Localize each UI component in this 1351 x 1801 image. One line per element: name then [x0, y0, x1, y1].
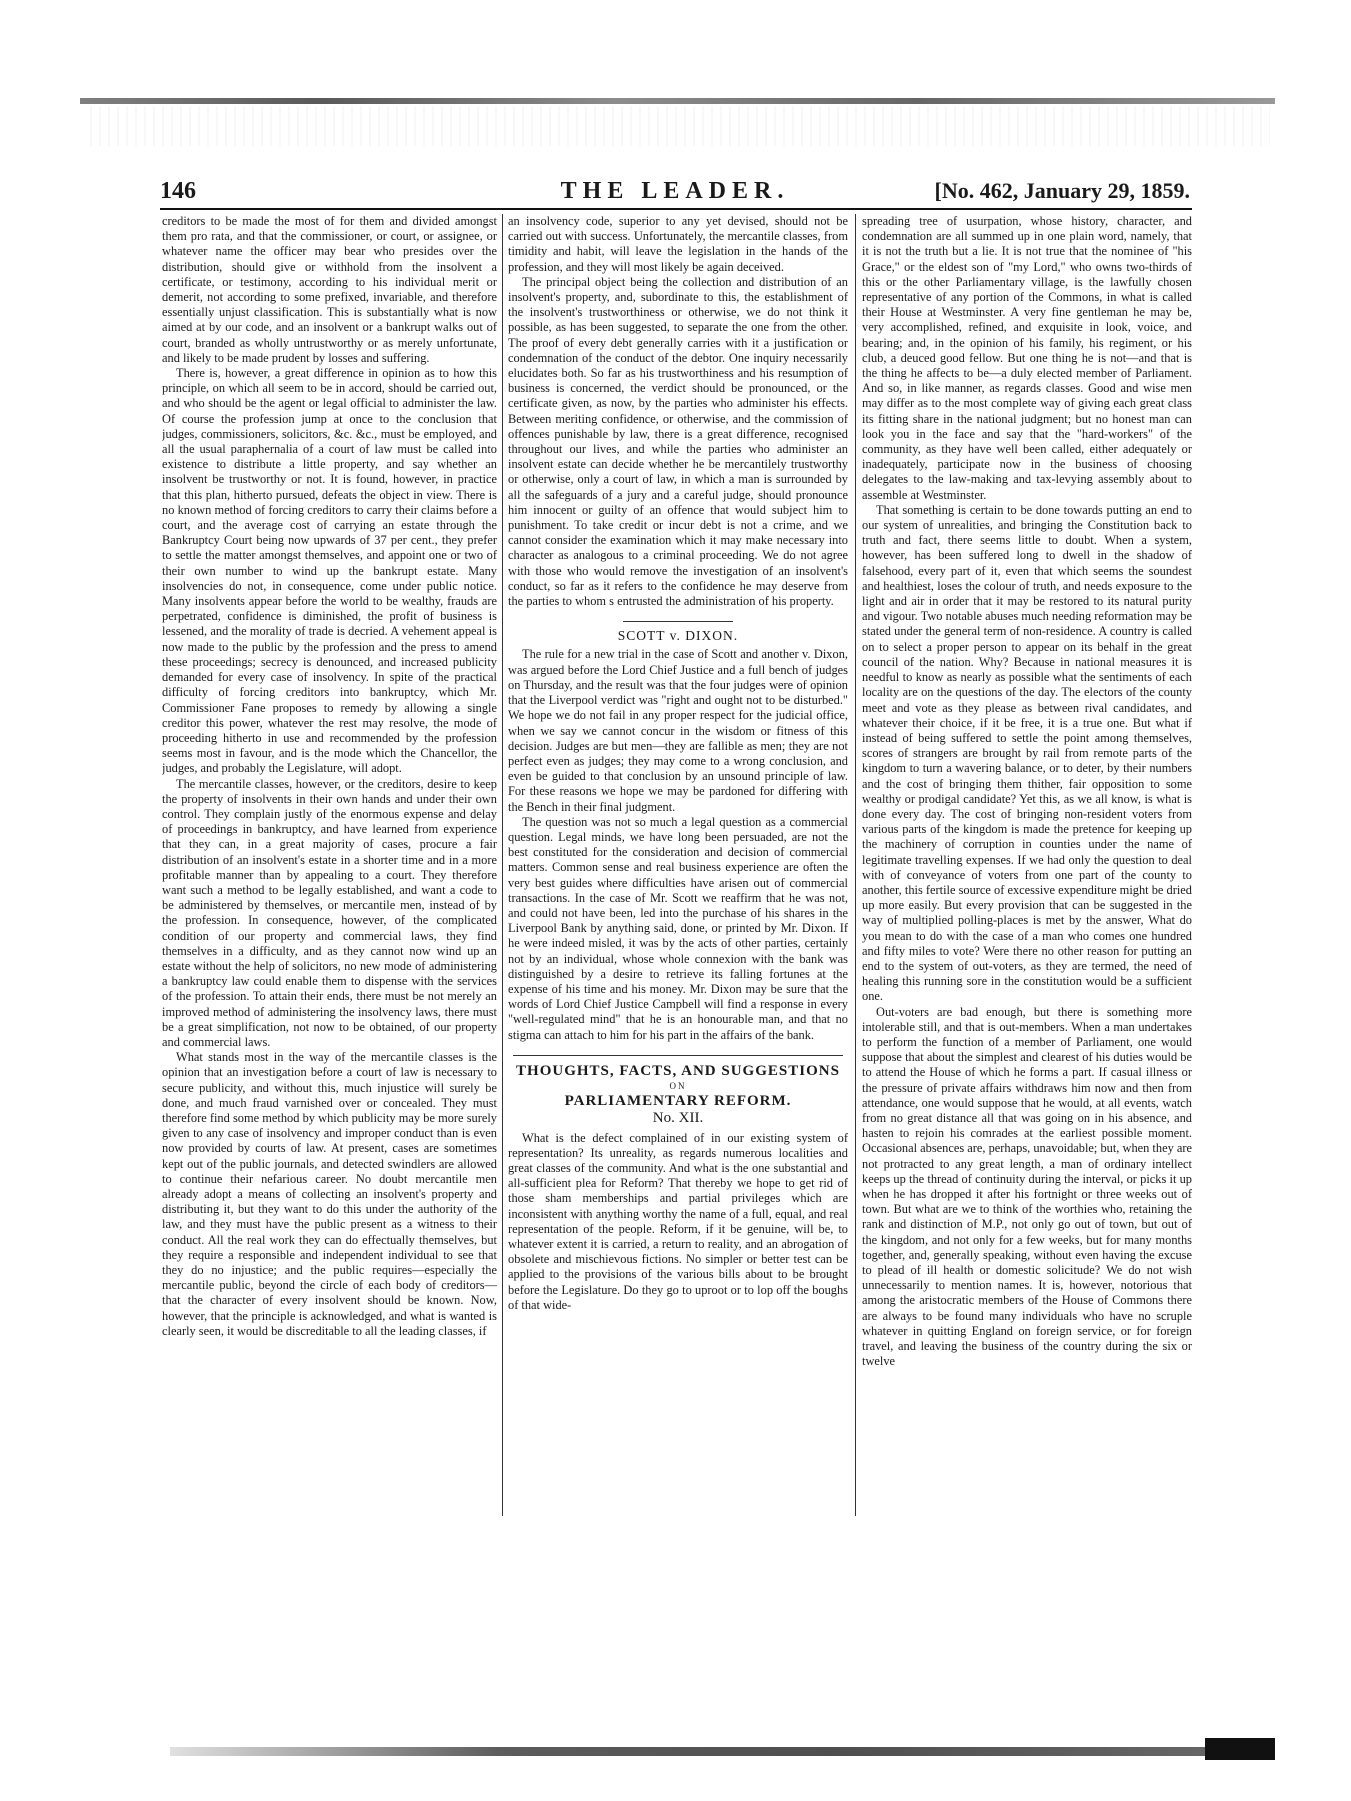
column-2 — [508, 214, 848, 1514]
scan-top-edge — [80, 98, 1275, 104]
column-1 — [162, 214, 497, 1514]
paragraph: spreading tree of usurpation, whose history, character, and condemnation are all summed up in one plain word, namely, that it is not the truth but a lie. It is not true that the nominee of "his Grace," or the eldest son of "my Lord," who owns two-thirds of this or the other Parliamentary village, is the lawfully chosen representative of any portion of the Commons, in what is called their House at Westminster. A very fine gentleman he may be, very accomplished, refined, and exquisite in look, voice, and bearing; and, in the opinion of his family, his regiment, or his club, a deuced good fellow. But one thing he is not—and that is the thing he affects to be—a duly elected member of Parliament. And so, in like manner, as regards classes. Good and wise men may differ as to the most complete way of giving each great class its fitting share in the national judgment; but no honest man can look you in the face and say that the "hard-workers" of the community, as they have well been called, either adequately or inadequately, participate now in the business of choosing delegates to the law-making and tax-levying assembly about to assemble at Westminster. — [862, 214, 1192, 502]
paragraph: an insolvency code, superior to any yet devised, should not be carried out with success. Unfortunately, the mercantile classes, from timidity and habit, will leave the legislation in the hands of the profession, and they will most likely be again deceived. — [508, 214, 848, 274]
paragraph: Out-voters are bad enough, but there is something more intolerable still, and that is out-members. When a man undertakes to perform the function of a member of Parliament, one would suppose that about the simplest and clearest of his duties would be to attend the House of which he forms a part. If casual illness or the pressure of private affairs withdraws him now and then from attendance, one would suppose that he would, at all events, watch from no great distance all that was going on in his absence, and hasten to rejoin his comrades at the earliest possible moment. Occasional absences are, perhaps, unavoidable; but, when they are not protracted to any great length, a man of ordinary intellect keeps up the thread of continuity during the interval, or picks it up when he has dropped it after his fortnight or three weeks out of town. But what are we to think of the worthies who, retaining the rank and distinction of M.P., not only go out of town, but out of the kingdom, and not only for a few weeks, but for many months together, and, generally speaking, without even having the excuse to plead of ill health or domestic solicitude? We do not wish unnecessarily to mention names. It is, however, notorious that among the aristocratic members of the House of Commons there are always to be found many individuals who have no scruple whatever in quitting England on foreign service, or for foreign travel, and leaving the business of the country during the six or twelve — [862, 1004, 1192, 1369]
paragraph: What is the defect complained of in our existing system of representation? Its unreality, as regards numerous localities and great classes of the community. And what is the one substantial and all-sufficient plea for Reform? That thereby we hope to get rid of those sham memberships and partial privileges which are inconsistent with anything worthy the name of a full, equal, and real representation of the people. Reform, if it be genuine, will be, to whatever extent it is carried, a return to reality, and an abrogation of obsolete and mischievous fictions. No simpler or better test can be applied to the provisions of the various bills about to be brought before the Legislature. Do they go to uproot or to lop off the boughs of that wide- — [508, 1130, 848, 1312]
issue-info: [No. 462, January 29, 1859. — [934, 178, 1190, 203]
page-number: 146 — [160, 178, 196, 204]
scan-corner — [1205, 1738, 1275, 1760]
paragraph: That something is certain to be done towards putting an end to our system of unrealities, and bringing the Constitution back to truth and fact, there seems little to doubt. When a system, however, has been suffered long to dwell in the shadow of falsehood, every part of it, even that which seems the soundest and healthiest, loses the colour of truth, and needs exposure to the light and air in order that it may be restored to its natural purity and vigour. Two notable abuses much needing reformation may be stated under the general term of non-residence. A country is called on to select a proper person to appear on its behalf in the great council of the nation. Why? Because in national measures it is needful to know as nearly as possible what the sentiments of each locality are on the questions of the day. The electors of the county meet and vote as they please as between rival candidates, and whatever their choice, if it be free, it is a true one. But what if instead of being suffered to settle the point among themselves, scores of strangers are brought by rail from remote parts of the kingdom to turn a wavering balance, or to deter, by their numbers and the cost of bringing them thither, fair opposition to some wealthy or prodigal candidate? Yet this, as we all know, is what is done every day. The cost of bringing non-resident voters from various parts of the kingdom is made the pretence for keeping up the machinery of corruption in counties under the name of legitimate travelling expenses. If we had only the question to deal with of conveyance of voters from one part of the county to another, this fertile source of excessive expenditure might be dried up more easily. But every provision that can be suggested in the way of multiplied polling-places is met by the answer, What do you mean to do with the case of a man who comes one hundred and fifty miles to vote? Were there no other reason for putting an end to the system of out-voters, as they are termed, the need of healing this running sore in the constitution would be a sufficient one. — [862, 502, 1192, 1004]
paragraph: creditors to be made the most of for them and divided amongst them pro rata, and that the commissioner, or court, or assignee, or whatever name the officer may bear who presides over the distribution, should give or withhold from the insolvent a certificate, or testimony, according to his individual merit or demerit, not according to some prefixed, invariable, and therefore essentially unjust classification. This is substantially what is now aimed at by our code, and an insolvent or a bankrupt walks out of court, branded as wholly untrustworthy or as merely unfortunate, and likely to be made prudent by losses and suffering. — [162, 214, 497, 365]
article-number: No. XII. — [652, 1110, 704, 1127]
column-divider — [502, 214, 503, 1516]
section-rule — [623, 621, 733, 622]
article-heading-scott-v-dixon: SCOTT v. DIXON. — [617, 628, 739, 644]
article-heading-on: ON — [669, 1080, 687, 1091]
article-heading-subject: PARLIAMENTARY REFORM. — [564, 1093, 792, 1110]
paragraph: The mercantile classes, however, or the creditors, desire to keep the property of insolvents in their own hands and under their own control. They complain justly of the enormous expense and delay of proceedings in bankruptcy, and have learned from experience that they can, in a great majority of cases, procure a fair distribution of an insolvent's estate in a shorter time and in a more profitable manner than by appealing to a court. They therefore want such a method to be legally established, and want a code to be administered by themselves, or mercantile men, instead of by the profession. In consequence, however, of the complicated condition of our property and commercial laws, they find themselves in a difficulty, and as they cannot now wind up an estate without the help of solicitors, no new mode of administering a bankruptcy law could enable them to dispense with the services of the profession. To attain their ends, there must be not merely an improved method of administering the insolvency laws, there must be a great simplification, not now to be obtained, of our property and commercial laws. — [162, 776, 497, 1049]
paragraph: The question was not so much a legal question as a commercial question. Legal minds, we have long been persuaded, are not the best constituted for the consideration and decision of commercial matters. Common sense and real business experience are often the very best guides where difficulties have arisen out of commercial transactions. In the case of Mr. Scott we reaffirm that he was not, and could not have been, led into the purchase of his shares in the Liverpool Bank by anything said, done, or printed by Mr. Dixon. If he were indeed misled, it was by the acts of other parties, certainly not by an individual, whose whole connexion with the bank was distinguished by a desire to retrieve its falling fortunes at the expense of his time and his money. Mr. Dixon may be sure that the words of Lord Chief Justice Campbell will find a response in every "well-regulated mind" that he is an honourable man, and that no stigma can attach to him for his part in the affairs of the bank. — [508, 814, 848, 1042]
column-divider — [855, 214, 856, 1516]
paragraph: What stands most in the way of the mercantile classes is the opinion that an investigation before a court of law is necessary to secure publicity, and without this, much injustice will surely be done, and much fraud varnished over or concealed. They must therefore find some method by which publicity may be more surely given to any case of insolvency and improper conduct than is even now provided by courts of law. At present, cases are sometimes kept out of the public journals, and detected swindlers are allowed to continue their nefarious career. No doubt mercantile men already adopt a means of collecting an insolvent's property and distributing it, but they want to do this under the authority of the law, and they must have the public present as a witness to their conduct. All the real work they can do effectually themselves, but they require a responsible and independent individual to see that they do no injustice; and the public requires—especially the mercantile public, beyond the circle of each body of creditors—that the character of every insolvent should be known. Now, however, that the principle is acknowledged, and what is wanted is clearly seen, it would be discreditable to all the leading classes, if — [162, 1050, 497, 1338]
article-heading-thoughts: THOUGHTS, FACTS, AND SUGGESTIONS — [516, 1062, 840, 1079]
masthead-rule — [160, 208, 1192, 210]
scan-noise — [90, 106, 1270, 146]
column-3 — [862, 214, 1192, 1514]
masthead — [160, 178, 1190, 210]
section-rule — [513, 1055, 843, 1056]
paper-title: THE LEADER. — [560, 178, 790, 204]
scan-bottom-edge — [170, 1747, 1270, 1756]
paragraph: There is, however, a great difference in opinion as to how this principle, on which all seem to be in accord, should be carried out, and who should be the agent or legal official to administer the law. Of course the profession jump at once to the conclusion that judges, commissioners, solicitors, &c. &c., must be employed, and all the usual paraphernalia of a court of law must be called into existence to distribute a little property, and say whether an insolvent be trustworthy or not. It is found, however, in practice that this plan, hitherto pursued, defeats the object in view. There is no known method of forcing creditors to carry their claims before a court, and the average cost of carrying an estate through the Bankruptcy Court being now upwards of 37 per cent., they prefer to settle the matter amongst themselves, and appoint one or two of their own number to wind up the bankrupt estate. Many insolvencies do not, in consequence, come under public notice. Many insolvents appear before the world to be wealthy, frauds are perpetrated, confidence is diminished, the profit of business is lessened, and the morality of trade is decried. A vehement appeal is now made to the public by the profession and the press to amend these proceedings; secrecy is denounced, and increased publicity demanded for every case of insolvency. In spite of the practical difficulty of forcing creditors into bankruptcy, which Mr. Commissioner Fane proposes to remedy by allowing a single creditor this power, whatever the rest may resolve, the mode of proceeding hitherto in use and recommended by the profession seems most in favour, and is the mode which the Chancellor, the judges, and probably the Legislature, will adopt. — [162, 366, 497, 776]
paragraph: The principal object being the collection and distribution of an insolvent's property, and, subordinate to this, the establishment of the insolvent's trustworthiness or otherwise, we do not think it possible, as has been suggested, to separate the one from the other. The proof of every debt generally carries with it a justification or condemnation of the conduct of the debtor. One inquiry necessarily elucidates both. So far as his trustworthiness and his resumption of business is concerned, the verdict should be pronounced, or the certificate given, as now, by the parties who administer his effects. Between meriting confidence, or otherwise, and the commission of offences punishable by law, there is a great difference, recognised throughout our lives, and while the parties who administer an insolvent estate can decide whether he be mercantilely trustworthy or otherwise, only a court of law, in which a man is surrounded by all the safeguards of a jury and a careful judge, should pronounce him innocent or guilty of an offence that would subject him to punishment. To take credit or incur debt is not a crime, and we cannot consider the examination which it may make necessary into character as analogous to a criminal proceeding. We do not agree with those who would remove the investigation of an insolvent's conduct, so far as it refers to the confidence he may deserve from the parties to whom s entrusted the administration of his property. — [508, 274, 848, 609]
paragraph: The rule for a new trial in the case of Scott and another v. Dixon, was argued before the Lord Chief Justice and a full bench of judges on Thursday, and the result was that the four judges were of opinion that the Liverpool verdict was "right and ought not to be disturbed." We hope we do not fail in any proper respect for the judicial office, when we say we cannot concur in the wisdom or fitness of this decision. Judges are but men—they are fallible as men; they are not perfect even as judges; they may come to a wrong conclusion, and even be guided to that conclusion by an unsound principle of law. For these reasons we hope we may be pardoned for differing with the Bench in their final judgment. — [508, 647, 848, 814]
